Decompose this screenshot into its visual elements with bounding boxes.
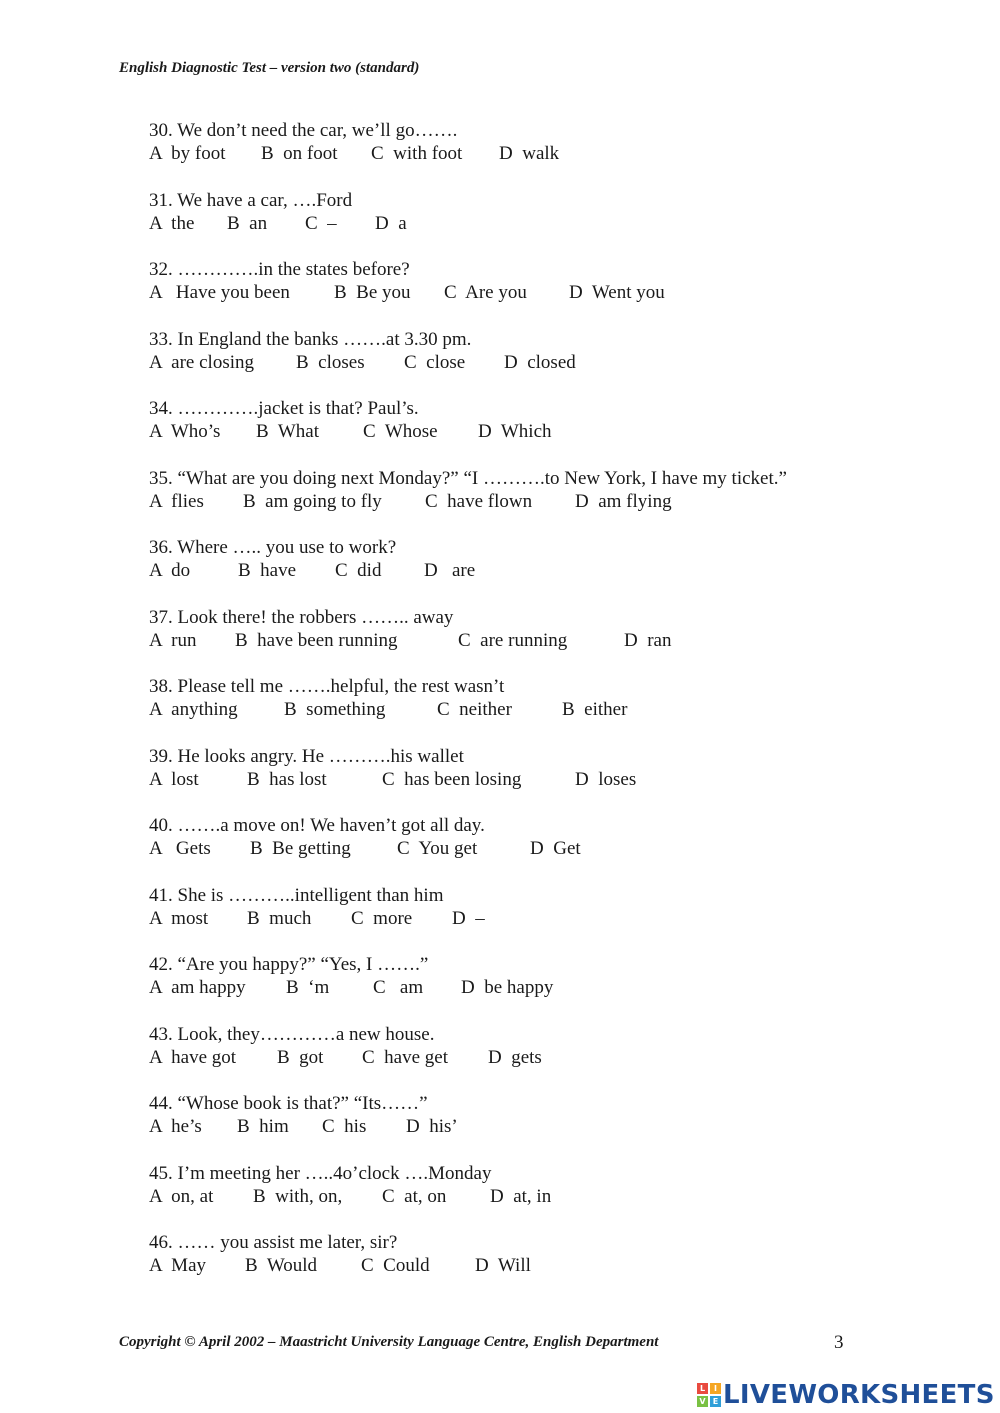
question-text: 45. I’m meeting her …..4o’clock ….Monday bbox=[149, 1162, 492, 1184]
question-text: 34. ………….jacket is that? Paul’s. bbox=[149, 398, 419, 419]
answer-option[interactable]: D ran bbox=[624, 629, 672, 651]
answer-options bbox=[149, 1254, 909, 1277]
answer-options bbox=[149, 768, 909, 791]
logo-tile: V bbox=[697, 1396, 708, 1407]
question-item bbox=[149, 119, 909, 189]
question-text: 36. Where ….. you use to work? bbox=[149, 537, 397, 558]
logo-tile: I bbox=[710, 1383, 721, 1394]
answer-option[interactable]: B ‘m bbox=[286, 977, 330, 998]
question-text: 31. We have a car, ….Ford bbox=[149, 189, 353, 211]
question-item bbox=[149, 328, 909, 398]
question-item bbox=[149, 745, 909, 815]
answer-option[interactable]: B am going to fly bbox=[243, 490, 382, 512]
answer-options bbox=[149, 490, 909, 513]
answer-option[interactable]: B something bbox=[284, 699, 386, 720]
answer-option[interactable]: C his bbox=[322, 1116, 367, 1137]
answer-option[interactable]: B an bbox=[227, 212, 268, 234]
answer-option[interactable]: C at, on bbox=[382, 1185, 447, 1207]
question-text: 41. She is ………..intelligent than him bbox=[149, 884, 444, 906]
question-text: 40. …….a move on! We haven’t got all day. bbox=[149, 815, 485, 836]
answer-option[interactable]: A lost bbox=[149, 768, 199, 790]
answer-option[interactable]: B much bbox=[247, 907, 312, 929]
question-item bbox=[149, 258, 909, 328]
answer-option[interactable]: D am flying bbox=[575, 490, 672, 512]
answer-option[interactable]: B have bbox=[238, 560, 297, 581]
answer-options bbox=[149, 1185, 909, 1208]
document-header: English Diagnostic Test – version two (standard) bbox=[119, 60, 420, 76]
answer-option[interactable]: A flies bbox=[149, 490, 204, 512]
answer-options bbox=[149, 559, 909, 582]
question-item bbox=[149, 397, 909, 467]
answer-option[interactable]: D Will bbox=[475, 1255, 531, 1276]
answer-option[interactable]: D Get bbox=[530, 838, 581, 859]
answer-options bbox=[149, 1115, 909, 1138]
answer-option[interactable]: C are running bbox=[458, 629, 568, 651]
answer-option[interactable]: D gets bbox=[488, 1046, 542, 1068]
answer-option[interactable]: B What bbox=[256, 421, 319, 442]
answer-options bbox=[149, 698, 909, 721]
answer-options bbox=[149, 142, 909, 165]
question-item bbox=[149, 675, 909, 745]
answer-options bbox=[149, 420, 909, 443]
answer-option[interactable]: A May bbox=[149, 1255, 206, 1276]
answer-option[interactable]: C – bbox=[305, 212, 337, 234]
answer-option[interactable]: D Which bbox=[478, 421, 552, 442]
question-item bbox=[149, 884, 909, 954]
question-text: 37. Look there! the robbers …….. away bbox=[149, 606, 454, 628]
answer-option[interactable]: A the bbox=[149, 212, 195, 234]
answer-options bbox=[149, 351, 909, 374]
answer-option[interactable]: D his’ bbox=[406, 1116, 458, 1137]
question-text: 44. “Whose book is that?” “Its……” bbox=[149, 1093, 428, 1114]
answer-option[interactable]: B Be you bbox=[334, 282, 411, 303]
page-number: 3 bbox=[834, 1332, 844, 1353]
answer-option[interactable]: C Whose bbox=[363, 421, 438, 442]
question-text: 32. ………….in the states before? bbox=[149, 259, 410, 280]
question-list bbox=[149, 119, 909, 1301]
answer-option[interactable]: A anything bbox=[149, 699, 238, 720]
answer-option[interactable]: A Have you been bbox=[149, 282, 290, 303]
question-item bbox=[149, 1231, 909, 1301]
answer-option[interactable]: C neither bbox=[437, 699, 512, 720]
answer-option[interactable]: A do bbox=[149, 560, 191, 581]
question-text: 30. We don’t need the car, we’ll go……. bbox=[149, 120, 458, 141]
answer-option[interactable]: C with foot bbox=[371, 143, 463, 164]
answer-option[interactable]: C have get bbox=[362, 1046, 449, 1068]
answer-options bbox=[149, 212, 909, 235]
question-text: 39. He looks angry. He ……….his wallet bbox=[149, 745, 464, 767]
answer-option[interactable]: B closes bbox=[296, 351, 365, 373]
question-text: 38. Please tell me …….helpful, the rest wasn’t bbox=[149, 676, 505, 697]
question-item bbox=[149, 1092, 909, 1162]
answer-option[interactable]: A run bbox=[149, 629, 197, 651]
answer-option[interactable]: A Who’s bbox=[149, 421, 221, 442]
answer-option[interactable]: C You get bbox=[397, 838, 478, 859]
answer-options bbox=[149, 281, 909, 304]
answer-option[interactable]: D a bbox=[375, 212, 407, 234]
answer-options bbox=[149, 907, 909, 930]
question-text: 43. Look, they…………a new house. bbox=[149, 1023, 435, 1045]
logo-tile: L bbox=[697, 1383, 708, 1394]
answer-option[interactable]: B with, on, bbox=[253, 1185, 343, 1207]
answer-option[interactable]: B Be getting bbox=[250, 838, 351, 859]
answer-option[interactable]: A on, at bbox=[149, 1185, 214, 1207]
answer-option[interactable]: A are closing bbox=[149, 351, 255, 373]
question-item bbox=[149, 814, 909, 884]
liveworksheets-logo-icon bbox=[697, 1383, 721, 1407]
answer-option[interactable]: D Went you bbox=[569, 282, 665, 303]
question-item bbox=[149, 1023, 909, 1093]
answer-option[interactable]: A Gets bbox=[149, 838, 211, 859]
answer-option[interactable]: B got bbox=[277, 1046, 324, 1068]
question-item bbox=[149, 1162, 909, 1232]
question-text: 35. “What are you doing next Monday?” “I ……….to New York, I have my ticket.” bbox=[149, 467, 787, 489]
answer-option[interactable]: B on foot bbox=[261, 143, 338, 164]
question-item bbox=[149, 536, 909, 606]
question-text: 42. “Are you happy?” “Yes, I …….” bbox=[149, 954, 429, 975]
answer-option[interactable]: B him bbox=[237, 1116, 289, 1137]
answer-option[interactable]: A have got bbox=[149, 1046, 237, 1068]
answer-option[interactable]: C has been losing bbox=[382, 768, 522, 790]
answer-option[interactable]: C more bbox=[351, 907, 413, 929]
answer-option[interactable]: B Would bbox=[245, 1255, 318, 1276]
answer-option[interactable]: C Are you bbox=[444, 282, 527, 303]
answer-option[interactable]: A am happy bbox=[149, 977, 246, 998]
answer-option[interactable]: A by foot bbox=[149, 143, 226, 164]
answer-option[interactable]: C have flown bbox=[425, 490, 533, 512]
answer-option[interactable]: D walk bbox=[499, 143, 560, 164]
question-item bbox=[149, 953, 909, 1023]
answer-option[interactable]: D be happy bbox=[461, 977, 554, 998]
answer-option[interactable]: A most bbox=[149, 907, 209, 929]
answer-options bbox=[149, 1046, 909, 1069]
logo-tile: E bbox=[710, 1396, 721, 1407]
liveworksheets-brand[interactable] bbox=[697, 1378, 995, 1412]
answer-options bbox=[149, 629, 909, 652]
answer-option[interactable]: B either bbox=[562, 699, 628, 720]
answer-option[interactable]: B has lost bbox=[247, 768, 327, 790]
answer-option[interactable]: D closed bbox=[504, 351, 576, 373]
answer-option[interactable]: C am bbox=[373, 977, 424, 998]
answer-options bbox=[149, 976, 909, 999]
copyright-footer: Copyright © April 2002 – Maastricht University Language Centre, English Department bbox=[119, 1334, 659, 1350]
answer-option[interactable]: D are bbox=[424, 560, 476, 581]
question-text: 33. In England the banks …….at 3.30 pm. bbox=[149, 328, 472, 350]
answer-option[interactable]: A he’s bbox=[149, 1116, 202, 1137]
answer-option[interactable]: C did bbox=[335, 560, 382, 581]
answer-option[interactable]: D at, in bbox=[490, 1185, 552, 1207]
answer-options bbox=[149, 837, 909, 860]
question-item bbox=[149, 606, 909, 676]
answer-option[interactable]: C close bbox=[404, 351, 466, 373]
question-item bbox=[149, 467, 909, 537]
question-item bbox=[149, 189, 909, 259]
answer-option[interactable]: D loses bbox=[575, 768, 637, 790]
question-text: 46. …… you assist me later, sir? bbox=[149, 1232, 398, 1253]
answer-option[interactable]: C Could bbox=[361, 1255, 430, 1276]
answer-option[interactable]: D – bbox=[452, 907, 485, 929]
brand-text: LIVEWORKSHEETS bbox=[723, 1380, 995, 1410]
answer-option[interactable]: B have been running bbox=[235, 629, 398, 651]
